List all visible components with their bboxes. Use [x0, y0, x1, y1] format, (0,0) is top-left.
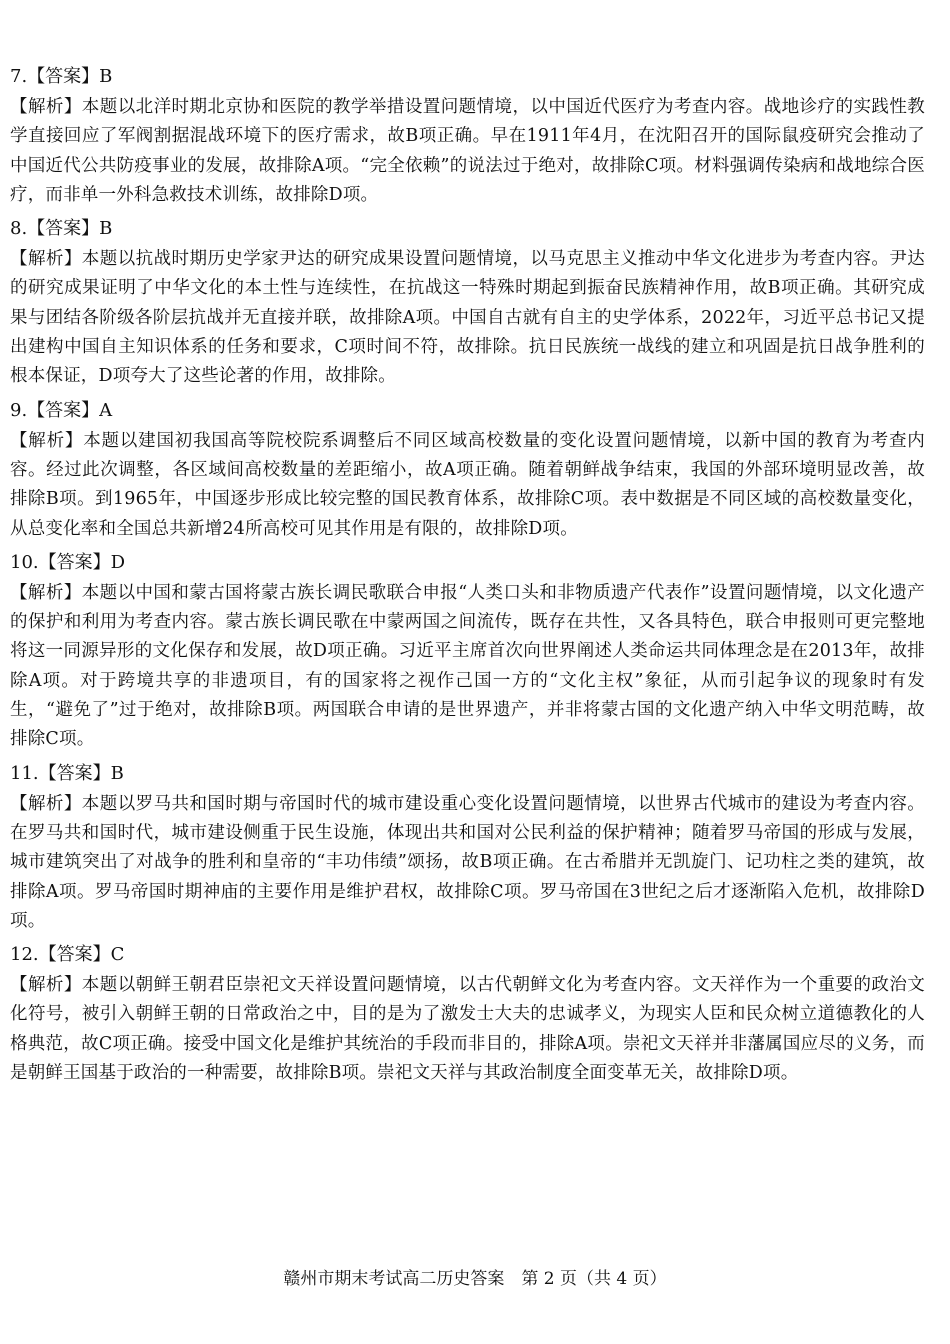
answer-label: 7.【答案】B: [10, 66, 113, 87]
question-10: [10, 546, 925, 755]
analysis-text: 本题以建国初我国高等院校院系调整后不同区域高校数量的变化设置问题情境，以新中国的教育为考查内容。经过此次调整，各区域间高校数量的差距缩小，故A项正确。随着朝鲜战争结束，我国的外部环境明显改善，故排除B项。到1965年，中国逐步形成比较完整的国民教育体系，故排除C项。表中数据是不同区域的高校数量变化，从总变化率和全国总共新增24所高校可见其作用是有限的，故排除D项。: [10, 430, 925, 539]
analysis-paragraph: [10, 427, 925, 544]
analysis-paragraph: [10, 971, 925, 1088]
analysis-text: 本题以朝鲜王朝君臣崇祀文天祥设置问题情境，以古代朝鲜文化为考查内容。文天祥作为一个重要的政治文化符号，被引入朝鲜王朝的日常政治之中，目的是为了激发士大夫的忠诚孝义，为现实人臣和民众树立道德教化的人格典范，故C项正确。接受中国文化是维护其统治的手段而非目的，排除A项。崇祀文天祥并非藩属国应尽的义务，而是朝鲜王国基于政治的一种需要，故排除B项。崇祀文天祥与其政治制度全面变革无关，故排除D项。: [10, 975, 925, 1084]
analysis-paragraph: [10, 245, 925, 391]
answer-label: 9.【答案】A: [10, 399, 113, 421]
answer-page: [10, 60, 925, 1090]
analysis-label: 【解析】: [10, 793, 82, 814]
analysis-label: 【解析】: [10, 975, 82, 996]
analysis-paragraph: [10, 790, 925, 936]
question-8: [10, 212, 925, 391]
question-11: [10, 757, 925, 936]
answer-label: 8.【答案】B: [10, 218, 113, 240]
answer-label: 12.【答案】C: [10, 944, 125, 966]
page-footer: 赣州市期末考试高二历史答案 第 2 页（共 4 页）: [283, 1269, 667, 1289]
answer-label: 11.【答案】B: [10, 762, 124, 784]
question-12: [10, 938, 925, 1088]
analysis-text: 本题以罗马共和国时期与帝国时代的城市建设重心变化设置问题情境，以世界古代城市的建设为考查内容。在罗马共和国时代，城市建设侧重于民生设施，体现出共和国对公民利益的保护精神；随着罗马帝国的形成与发展，城市建筑突出了对战争的胜利和皇帝的“丰功伟绩”颂扬，故B项正确。在古希腊并无凯旋门、记功柱之类的建筑，故排除A项。罗马帝国时期神庙的主要作用是维护君权，故排除C项。罗马帝国在3世纪之后才逐渐陷入危机，故排除D项。: [10, 793, 925, 931]
analysis-text: 本题以北洋时期北京协和医院的教学举措设置问题情境，以中国近代医疗为考查内容。战地诊疗的实践性教学直接回应了军阀割据混战环境下的医疗需求，故B项正确。早在1911年4月，在沈阳召开的国际鼠疫研究会推动了中国近代公共防疫事业的发展，故排除A项。“完全依赖”的说法过于绝对，故排除C项。材料强调传染病和战地综合医疗，而非单一外科急救技术训练，故排除D项。: [10, 97, 925, 205]
analysis-text: 本题以抗战时期历史学家尹达的研究成果设置问题情境，以马克思主义推动中华文化进步为考查内容。尹达的研究成果证明了中华文化的本土性与连续性，在抗战这一特殊时期起到振奋民族精神作用，故B项正确。其研究成果与团结各阶级各阶层抗战并无直接并联，故排除A项。中国自古就有自主的史学体系，2022年，习近平总书记又提出建构中国自主知识体系的任务和要求，C项时间不符，故排除。抗日民族统一战线的建立和巩固是抗日战争胜利的根本保证，D项夸大了这些论著的作用，故排除。: [10, 249, 925, 387]
analysis-label: 【解析】: [10, 249, 82, 270]
analysis-paragraph: [10, 579, 925, 755]
analysis-label: 【解析】: [10, 97, 82, 117]
question-7: [10, 60, 925, 210]
answer-label: 10.【答案】D: [10, 551, 126, 573]
analysis-label: 【解析】: [10, 582, 82, 603]
analysis-label: 【解析】: [10, 430, 84, 451]
analysis-paragraph: [10, 93, 925, 210]
question-9: [10, 394, 925, 544]
analysis-text: 本题以中国和蒙古国将蒙古族长调民歌联合申报“人类口头和非物质遗产代表作”设置问题情境，以文化遗产的保护和利用为考查内容。蒙古族长调民歌在中蒙两国之间流传，既存在共性，又各具特色，联合申报则可更完整地将这一同源异形的文化保存和发展，故D项正确。习近平主席首次向世界阐述人类命运共同体理念是在2013年，故排除A项。对于跨境共享的非遗项目，有的国家将之视作己国一方的“文化主权”象征，从而引起争议的现象时有发生，“避免了”过于绝对，故排除B项。两国联合申请的是世界遗产，并非将蒙古国的文化遗产纳入中华文明范畴，故排除C项。: [10, 582, 925, 750]
